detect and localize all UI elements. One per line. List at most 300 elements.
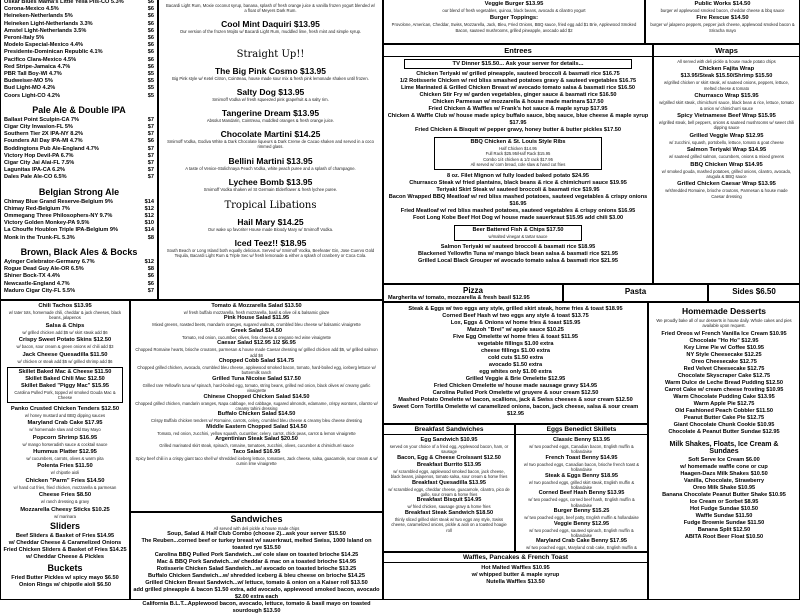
straight-up-title: Straight Up!! [236, 48, 305, 60]
menu-item-name: Cool Mint Daquiri $13.95 [221, 19, 320, 30]
menu-row [1, 146, 157, 153]
brown-list [1, 259, 157, 295]
menu-item-name: Breakfast Steak Sandwich $18.50 [404, 509, 494, 516]
menu-line: Fried Butter Pickles w/ spicy mayo $6.50 [11, 575, 119, 582]
fish-chips: Beer Battered Fish & Chips $17.50 [472, 226, 564, 233]
pale-ale-list [1, 117, 157, 182]
menu-row [1, 206, 157, 213]
menu-item-name: Taco Salad $16.95 [232, 448, 281, 455]
appetizer-list [1, 303, 129, 364]
sliders-title: Sliders [49, 521, 80, 532]
menu-item-name: Hummus Platter $12.95 [33, 449, 97, 456]
menu-line: w/ Cheddar Cheese & Pickles [25, 554, 105, 561]
menu-item-desc: w/ ranch dressing & gravy [40, 499, 90, 505]
menu-row [1, 160, 157, 167]
menu-row [1, 71, 157, 78]
menu-item-name: Salsa & Chips [45, 322, 85, 329]
menu-line: Buffalo Chicken Sandwich...w/ shredded iceberg & bleu cheese on brioche $14.25 [148, 573, 365, 580]
item-name: Bud Light-MO 4.2% [4, 85, 56, 92]
menu-item-desc: Absolut Mandarin, Cointreau, muddled oranges & fresh orange juice. [206, 118, 335, 124]
menu-line: Mac & BBQ Pork Sandwich...w/ cheddar & mac on a toasted brioche $14.95 [156, 559, 357, 566]
menu-line: Fried Chicken Sliders & Basket of Fries $14.25 [3, 547, 127, 554]
menu-item-name: Cheese Fries $8.50 [38, 492, 92, 499]
ribs-title: BBQ Chicken & St. Louis Style Ribs [470, 139, 566, 145]
item-name: Amstel Light-Netherlands 3.5% [4, 27, 87, 34]
menu-item-name: Chocolate Martini $14.25 [220, 129, 321, 140]
item-name: Maduro Cigar City-FL 5.5% [4, 287, 76, 294]
belgian-title: Belgian Strong Ale [38, 186, 120, 197]
menu-item-desc: Big Pink style w/ Ketel Citron, Cointreau, house made sour mix & fresh pink lemonade shaken until frozen. [172, 75, 369, 81]
menu-row [1, 266, 157, 273]
menu-row [1, 213, 157, 220]
menu-line: Chicken Teriyaki w/ grilled pineapple, sauteed broccoli & basmati rice $16.75 [416, 71, 620, 77]
appetizer-list-2 [1, 406, 129, 519]
menu-line: Skillet Baked Chili Mac $12.50 [25, 376, 105, 383]
menu-line: 8 oz. Filet Mignon w/ fully loaded baked potato $24.95 [446, 172, 590, 179]
item-name: Pacifico Clara-Mexico 4.5% [4, 56, 77, 63]
menu-line: Churrasco Steak w/ fried plantains, black beans & rice & chimichurri sauce $19.95 [409, 179, 627, 186]
menu-row [1, 174, 157, 181]
menu-line: Carolina BBQ Pulled Pork Sandwich...w/ cole slaw on toasted brioche $14.25 [154, 552, 359, 559]
menu-line: Foot Long Kobe Beef Hot Dog w/ house made sauerkraut $15.95 add chili $3.00 [412, 214, 624, 221]
item-name: Chimay Red-Belgium 7% [4, 205, 70, 212]
cocktail-intro: Bacardi Light Rum, Moxie coconut syrup, banana, splash of fresh orange juice & vanilla frozen yogurt blended w/ a float of Meyers Dark Rum. [165, 3, 376, 14]
menu-line: Full Rack $25.95/Half Rack $15.95 [485, 151, 551, 157]
item-price: $12 [144, 205, 154, 212]
mac-box [7, 367, 123, 403]
menu-line: egg whites only $1.00 extra [479, 369, 552, 375]
item-price: $5 [147, 92, 154, 99]
item-name: Rogue Dead Guy Ale-OR 6.5% [4, 266, 84, 273]
menu-item-desc: w/ tater tots, homemade chili, cheddar & jack cheeses, black beans, jalapenos [8, 310, 122, 321]
wraps-title: Wraps [654, 45, 799, 57]
beer-panel [0, 0, 158, 300]
item-price: $6 [147, 42, 154, 49]
menu-line: Corned Beef Hash w/ two eggs any style & toast $13.75 [442, 313, 589, 319]
menu-row [1, 117, 157, 124]
menu-item-name: Middle Eastern Chopped Salad $14.50 [206, 423, 307, 430]
item-price: $6 [147, 49, 154, 56]
eggs-benedict-panel [515, 424, 648, 552]
menu-item-desc: Smirnoff Vodka shaken w/ St Germain Elderflower & fresh lychee puree. [203, 186, 338, 192]
item-name: Modelo Especial-Mexico 4.4% [4, 42, 83, 49]
menu-item-name: Breakfast Quesadilla $13.95 [411, 479, 486, 486]
menu-row [1, 35, 157, 42]
menu-line: Salmon Teriyaki w/ sauteed broccoli & basmati rice $18.95 [440, 244, 596, 251]
menu-row [1, 13, 157, 20]
menu-line: Chocolate Skyscraper Cake $12.75 [677, 372, 771, 379]
menu-item-name: Bacon, Egg & Cheese Croissant $12.50 [397, 454, 501, 461]
menu-item-name: Public Works $14.50 [694, 1, 751, 7]
menu-line: Sweet Corn Tortilla Omelette w/ caramelized onions, bacon, jack cheese, salsa & sour cream $12.95 [392, 404, 639, 417]
sandwiches-intro: All served with deli pickle & house made chips [213, 526, 300, 531]
breakfast-sandwiches-title: Breakfast Sandwiches [384, 425, 514, 435]
entrees-title: Entrees [384, 45, 652, 57]
menu-item-name: Crispy Sweet Potato Skins $12.50 [18, 337, 112, 344]
menu-line: Red Velvet Cheesecake $12.75 [683, 365, 765, 372]
eggs-benedict-title: Eggs Benedict Skillets [516, 425, 647, 435]
menu-item-desc: Chopped Romaine hearts, brioche croutons, parmesan & house made Caesar dressing w/ grilled chicken add $5, w/ grilled salmon add $6 [135, 347, 378, 358]
menu-line: Teriyaki Skirt Steak w/ sauteed broccoli & basmati rice $19.95 [436, 186, 600, 193]
menu-line: Banana Split $12.50 [697, 526, 751, 533]
menu-row [1, 167, 157, 174]
item-name: Southern Tier 2X IPA-NY 8.2% [4, 131, 83, 138]
menu-item-name: Greek Salad $14.50 [230, 327, 282, 334]
menu-item-name: Caesar Salad $12.95 1/2 $6.95 [217, 340, 296, 347]
menu-line: Chocolate "Ho Ho" $12.95 [689, 337, 759, 344]
item-name: Heineken Light-Netherlands 3.3% [4, 20, 93, 27]
fish-chips-box [454, 225, 582, 241]
menu-line: Rotisserie Chicken Salad Sandwich...w/ avocado on toasted brioche $13.25 [156, 566, 357, 573]
item-price: $7 [147, 145, 154, 152]
menu-line: Grilled Veggie & Brie Omelette $12.95 [465, 376, 566, 382]
desserts-intro: We proudly bake all of our desserts in house daily. Whole cakes and pies available upon request. [656, 318, 792, 329]
menu-line: cold cuts $1.50 extra [487, 355, 544, 361]
burger-toppings: Provolone, American, Cheddar, Swiss, Mozzarella, Jack, Bleu, Fried Onions, BBQ sauce, fried egg add $1 Brie, Applewood Smoked Bacon, sauteed mushrooms, grilled pineapple, avocado add $2 [391, 22, 637, 33]
menu-item-desc: w/grilled skirt steak, chimichurri sauce, black bean & rice, lettuce, tomato & onion w/ chimichurri sauce [659, 100, 794, 111]
menu-item-desc: w/ smoked gouda, mashed potatoes, grilled onions, cilantro, avocado, arugula & BBQ sauce [661, 168, 792, 180]
item-price: $8 [147, 234, 154, 241]
menu-line: 1/2 Rotisserie Chicken w/ red bliss smashed potatoes gravy & sauteed vegetables $16.75 [399, 78, 637, 84]
menu-row [1, 138, 157, 145]
menu-line: Hot Fudge Sundae $10.50 [689, 505, 759, 512]
menu-line: Blackened Yellowfin Tuna w/ mango black bean salsa & basmati rice $21.95 [417, 251, 618, 258]
breakfast-list [384, 306, 647, 418]
menu-item-name: Jack Cheese Quesadilla $11.50 [22, 351, 108, 358]
menu-line: Vanilla, Chocolate, Strawberry [683, 477, 765, 484]
menu-item-name: Argentinian Steak Salad $20.50 [215, 436, 298, 443]
menu-item-desc: burger w/ jalapeno peppers, pepper jack cheese, applewood smoked bacon & Sriracha mayo [650, 22, 795, 33]
menu-row [1, 42, 157, 49]
menu-item-desc: w/ two poached eggs, Maryland crab cake, English muffin & [526, 545, 637, 551]
menu-line: Hot Malted Waffles $10.95 [481, 565, 550, 571]
cocktail-items [159, 19, 382, 34]
wraps-intro: All served with deli pickle & house made potato chips [677, 59, 776, 64]
menu-line: Banana Chocolate Peanut Butter Shake $10.95 [662, 491, 786, 498]
menu-item-desc: w/ two poached eggs, Canadian bacon, brioche french toast & hollandaise [523, 461, 640, 473]
menu-line: Warm Apple Pie $12.75 [693, 400, 755, 407]
tv-dinner: TV Dinner $15.50... Ask your server for details... [404, 59, 632, 69]
menu-line: Grilled Chicken Breast Sandwich...w/ lettuce, tomato & onion on a Kaiser roll $13.50 [145, 580, 368, 587]
salads-panel [130, 300, 383, 512]
menu-item-desc: w/ sauteed grilled salmon, cucumbers, onions & mixed greens [669, 154, 784, 160]
wraps-list [654, 66, 799, 199]
menu-row [1, 281, 157, 288]
sandwiches-panel [130, 512, 383, 615]
item-name: Chimay Blue Grand Reserve-Belgium 9% [4, 198, 113, 205]
desserts-panel [648, 302, 800, 600]
menu-item-name: Maryland Crab Cake $17.95 [27, 420, 103, 427]
menu-line: add grilled pineapple & bacon $1.50 extra, add avocado, applewood smoked bacon, avocado $2.00 extra each [133, 587, 380, 601]
menu-item-desc: Spicy beef chili in a crispy giant taco shell w/ shredded iceberg lettuce, tomatoes, Jack cheese, salsa, guacamole, sour cream & w/ cumin lime vinaigrette [135, 455, 378, 467]
menu-line: Old Fashioned Peach Cobbler $11.50 [675, 407, 773, 414]
breakfast-sandwich-list [384, 437, 514, 533]
menu-line: Nutella Waffles $13.50 [486, 579, 545, 585]
menu-item-desc: Tomato, red onion, zucchini, yellow squash, cucumber, celery, carrot, chick peas, carrot & lemon vinaigrette [157, 430, 356, 436]
menu-item-desc: Grilled marinated skirt steak, spinach, romaine, tomatoes, zucchini, olives, cucumber & chimichurri sauce [159, 443, 354, 449]
menu-item-desc: served on your choice of a fried egg, Applewood bacon, ham, or sausage [389, 444, 509, 455]
salads-list [131, 303, 382, 467]
menu-row [1, 57, 157, 64]
menu-line: Lox, Eggs & Onions w/ home fries & toast $15.95 [450, 320, 581, 326]
item-name: Shiner Bock-TX 4.4% [4, 273, 60, 280]
veggie-burger-desc: our blend of fresh vegetables, quinoa, black beans, avocado & cilantro yogurt [442, 8, 586, 13]
ribs-box [434, 137, 602, 170]
item-price: $7 [147, 116, 154, 123]
menu-item-desc: Tomato, red onion, cucumber, olives, feta cheese & oregano red wine vinaigrette [182, 334, 331, 340]
tropical-items [159, 217, 382, 259]
menu-item-desc: Grilled rare Yellowfin tuna w/ spinach, hard-boiled egg, tomato, string beans, grilled red onion, black olives w/ creamy garlic vinaigrette [142, 382, 371, 394]
menu-item-name: Breakfast Bisquit $14.95 [416, 497, 482, 504]
item-name: Ayinger Celebrator-Germany 6.7% [4, 258, 95, 265]
entrees-panel [383, 44, 653, 284]
menu-item-name: Chicken Fajita Wrap [698, 66, 755, 73]
waffles-panel [383, 552, 648, 600]
item-price: $5 [147, 85, 154, 92]
menu-item-name: Chili Tachos $13.95 [38, 303, 92, 309]
menu-line: Fried Chicken Omelette w/ house made sausage gravy $14.95 [433, 383, 598, 389]
menu-item-name: Steak & Eggs Benny $18.95 [544, 472, 619, 479]
item-price: $6 [147, 56, 154, 63]
item-price: $6 [147, 280, 154, 287]
item-price: $12 [144, 258, 154, 265]
item-price: $6 [147, 13, 154, 20]
beer-list [1, 0, 157, 100]
menu-line: w/ whipped butter & maple syrup [471, 572, 560, 578]
menu-item-desc: burger w/ applewood smoked bacon, cheddar cheese & bbq sauce [660, 8, 785, 13]
item-name: Red Stripe-Jamaica 4.7% [4, 63, 71, 70]
item-name: Cigar City Invasion-FL 5% [4, 124, 73, 131]
menu-line: Waffle Sundae $11.50 [695, 512, 753, 519]
menu-item-desc: Smirnoff Vodka, Godiva White & Dark Chocolate liqueurs & Dark Creme de Cacao shaken and served in a coco rimmed glass. [167, 139, 374, 150]
item-name: Corona-Mexico 4.5% [4, 6, 59, 13]
menu-line: Fried Meatloaf w/ red bliss mashed potatoes, sauteed vegetables & crispy onions $16.95 [400, 207, 636, 214]
item-name: PBR Tall Boy-WI 4.7% [4, 71, 62, 78]
eggs-benedict-list [516, 437, 647, 569]
pale-ale-title: Pale Ale & Double IPA [32, 104, 126, 115]
menu-item-name: Classic Benny $13.95 [553, 437, 610, 443]
desserts-list [649, 331, 799, 436]
wraps-panel [653, 44, 800, 284]
item-price: $6 [147, 63, 154, 70]
menu-line: cheese fillings $1.00 extra [480, 348, 551, 354]
item-price: $8 [147, 266, 154, 273]
menu-item-desc: thinly sliced grilled skirt steak w/ two eggs any style, Swiss cheese, caramelized onions, pickle & aioli on a toasted hoagie roll [391, 516, 507, 533]
item-price: $7 [147, 287, 154, 294]
menu-item-desc: w/ two poached eggs, beef patty, English muffin & hollandaise [524, 515, 639, 521]
item-name: Victory Golden Monkey-PA 9.5% [4, 220, 90, 227]
menu-row [1, 64, 157, 71]
ribs-list [436, 146, 600, 168]
menu-item-name: Veggie Benny $12.95 [553, 520, 610, 527]
menu-item-desc: A taste of Venice-Stolichnaya Peach Vodka, white peach puree and a splash of champagne. [185, 165, 356, 171]
item-price: $14 [144, 227, 154, 234]
waffles-list [384, 565, 647, 586]
menu-item-desc: w/ chipotle aioli [50, 470, 80, 476]
menu-item-desc: w/ two poached eggs, sauteed spinach, English muffin & hollandaise [529, 527, 634, 539]
menu-line: w/ Cheddar Cheese & Caramelized Onions [8, 540, 122, 547]
menu-item-name: Lychee Bomb $13.95 [228, 176, 313, 187]
item-price: $6 [147, 35, 154, 42]
menu-item-desc: w/ zucchini, squash, portobello, lettuce, tomato & goat cheese [669, 139, 784, 145]
menu-row [1, 6, 157, 13]
pizza-title: Pizza [462, 286, 483, 295]
menu-row [1, 49, 157, 56]
menu-item-name: Buffalo Chicken Salad $14.50 [217, 411, 296, 418]
menu-item-desc: w/grilled steak, bell peppers, onions & sauteed mushrooms w/ sweet chili dipping sauce [658, 120, 795, 131]
menu-line: Giant Chocolate Chunk Cookie $10.95 [673, 421, 775, 428]
menu-row [1, 273, 157, 280]
item-price: $5 [147, 71, 154, 78]
sides-panel [708, 284, 800, 302]
menu-line: Onion Rings w/ chipotle aioli $6.50 [18, 582, 111, 589]
menu-item-desc: w/ mango horseradish sauce & cocktail sauce [22, 441, 108, 447]
menu-item-name: Hail Mary $14.25 [237, 217, 304, 228]
entree-list [384, 71, 652, 134]
item-price: $7 [147, 131, 154, 138]
menu-line: Combo 1/4 chicken & 1/2 rack $17.95 [483, 156, 553, 162]
menu-item-name: Tomato & Mozzarella Salad $13.50 [211, 303, 302, 309]
menu-item-name: Panko Crusted Chicken Tenders $12.50 [10, 405, 120, 412]
menu-line: vegetable fillings $1.00 extra [477, 341, 554, 347]
item-name: Heineken-Netherlands 5% [4, 13, 73, 20]
menu-line: avocado $1.50 extra [488, 362, 543, 368]
menu-line: Fudge Brownie Sundae $11.50 [683, 519, 765, 526]
menu-item-desc: Crispy Buffalo chicken tenders w/ Romaine, carrots, celery, crumbled bleu cheese & creamy bleu cheese dressing [151, 418, 362, 424]
pizza-margherita: Margherita w/ tomato, mozzarella & fresh basil $12.95 [388, 295, 530, 301]
menu-item-desc: w/ marinara [54, 513, 76, 519]
item-price: $6 [147, 138, 154, 145]
menu-item-desc: w/ bacon, sour cream & green onions w/ chili add $3 [16, 344, 114, 350]
menu-line: Fried Chicken & Waffles w/ Frank's hot sauce & maple syrup $17.95 [428, 106, 608, 112]
menu-row [1, 153, 157, 160]
sandwiches-title: Sandwiches [230, 514, 283, 524]
pizza-panel [383, 284, 563, 302]
menu-row [1, 131, 157, 138]
menu-line: Warm Chocolate Pudding Cake $13.95 [673, 393, 775, 400]
menu-item-name: Bellini Martini $13.95 [228, 155, 313, 166]
buckets-list [1, 575, 129, 589]
menu-item-name: Chicken "Parm" Fries $14.50 [25, 477, 105, 484]
buckets-title: Buckets [47, 563, 83, 574]
item-price: $7 [147, 174, 154, 181]
sides-title: Sides $6.50 [732, 287, 776, 296]
burger-panel [383, 0, 645, 44]
brown-title: Brown, Black Ales & Bocks [20, 246, 138, 257]
menu-item-name: The Big Pink Cosmo $13.95 [214, 65, 326, 76]
menu-item-desc: w/ fried chicken, sausage gravy & home fries [407, 504, 491, 510]
menu-item-desc: w/shredded Romaine, brioche croutons, Parmesan & house made Caesar dressing [665, 188, 788, 199]
menu-line: Mashed Potato Omelette w/ bacon, scallions, jack & Swiss cheeses & sour cream $12.50 [398, 397, 633, 403]
item-name: Coors Light-CO 4.2% [4, 92, 60, 99]
menu-item-desc: w/ grilled chicken add $5 w/ skirt steak add $6 [22, 329, 108, 335]
item-price: $7 [147, 152, 154, 159]
menu-item-name: French Toast Benny $14.95 [545, 454, 618, 461]
menu-item-name: Iced Teez!! $18.95 [234, 238, 307, 249]
menu-line: Steak & Eggs w/ two eggs any style, grilled skirt steak, home fries & toast $18.95 [408, 306, 623, 312]
menu-item-name: Burger Benny $15.25 [553, 508, 610, 515]
item-name: Cigar City Jai Alai-FL 7.5% [4, 160, 75, 167]
item-price: $14 [144, 198, 154, 205]
menu-line: Fried Oreos w/ French Vanilla Ice Cream $10.95 [661, 330, 787, 337]
item-name: Victory Hop Devil-PA 6.7% [4, 152, 74, 159]
menu-line: Key Lime Pie w/ Coffee $10.95 [684, 344, 764, 351]
item-price: $12 [144, 213, 154, 220]
menu-item-name: Churrasco Wrap $15.95 [694, 93, 759, 100]
menu-line: Carolina Pulled Pork Omelette w/ gruyere & sour cream $12.50 [432, 390, 599, 396]
menu-row [1, 78, 157, 85]
menu-row [1, 199, 157, 206]
cocktail-panel [158, 0, 383, 300]
menu-item-desc: w/ chicken or steak add $5 w/ grilled shrimp add $6 [17, 358, 113, 364]
menu-item-desc: Smirnoff Vodka w/ fresh squeezed pink grapefruit & a salty rim. [212, 96, 329, 102]
item-price: $6 [147, 273, 154, 280]
menu-item-desc: w/ honey mustard and BBQ dipping sauces [24, 412, 106, 418]
item-name: Presidente-Dominican Republic 4.1% [4, 49, 103, 56]
menu-item-name: Popcorn Shrimp $16.95 [32, 434, 98, 441]
menu-line: Skillet Baked "Piggy Mac" $15.95 [20, 383, 109, 390]
menu-row [1, 124, 157, 131]
appetizers-panel [0, 300, 130, 600]
menu-item-name: Grilled Chicken Caesar Wrap $13.95 [677, 181, 776, 188]
burger-toppings-title: Burger Toppings: [489, 15, 539, 22]
item-name: Ommegang Three Philosophers-NY 9.7% [4, 213, 113, 220]
item-price: $6 [147, 0, 154, 5]
menu-line: All served w/ corn bread, cole slaw & hand cut fries [470, 162, 566, 168]
menu-item-name: Grilled Tuna Nicoise Salad $17.50 [212, 375, 301, 382]
menu-line: Beef Sliders & Basket of Fries $14.95 [15, 533, 115, 540]
menu-item-desc: w/ scrambled eggs, cheddar cheese, guacamole, cilantro, pico de gallo, sour cream & home fries [388, 486, 510, 498]
menu-item-desc: w/ scrambled eggs, applewood smoked bacon, jack cheese, black beans, jalapenos, tomato salsa, sour cream & home fries [390, 468, 508, 480]
menu-line: Oreo Milk Shake $10.95 [692, 484, 756, 491]
item-price: $5 [147, 78, 154, 85]
menu-row [1, 259, 157, 266]
menu-line: Carrot Cake w/ cream cheese frosting $10.95 [664, 386, 784, 393]
menu-row [1, 85, 157, 92]
item-name: Peroni-Italy 5% [4, 35, 45, 42]
shakes-title: Milk Shakes, Floats, Ice Cream & Sundaes [669, 440, 779, 455]
straight-up-items [159, 66, 382, 192]
menu-line: Fried Chicken & Bisquit w/ pepper gravy, honey butter & butter pickles $17.50 [415, 127, 621, 133]
menu-line: Bacon Wrapped BBQ Meatloaf w/ red bliss mashed potatoes, sauteed vegetables & crispy onions $16.95 [388, 193, 648, 207]
menu-row [1, 235, 157, 242]
item-name: Boddingtons Pub Ale-England 4.7% [4, 145, 99, 152]
menu-line: California B.L.T...Applewood bacon, avocado, lettuce, tomato & basil mayo on toasted sourdough $13.50 [142, 601, 371, 615]
menu-item-name: Mozzarella Cheesy Sticks $10.25 [20, 506, 110, 513]
item-name: Budweiser-MO 5% [4, 78, 53, 85]
menu-line: Grilled Local Black Grouper w/ avocado tomato salsa & basmati rice $21.95 [418, 258, 618, 265]
item-price: $6 [147, 20, 154, 27]
menu-line: Lime Marinated & Grilled Chicken Breast w/ avocado tomato salsa & basmati rice $16.50 [400, 85, 636, 91]
sliders-list [1, 533, 129, 561]
menu-item-name: Spicy Vietnamese Beef Wrap $15.95 [677, 113, 776, 120]
desserts-title: Homemade Desserts [681, 306, 767, 316]
pasta-title: Pasta [624, 287, 647, 296]
tropical-title: Tropical Libations [224, 200, 317, 212]
menu-line: Five Egg Omelette w/ home fries & toast $11.95 [453, 334, 578, 340]
item-price: $6 [147, 6, 154, 13]
menu-item-name: Fire Rescue $14.50 [696, 15, 749, 22]
belgian-list [1, 199, 157, 242]
menu-row [1, 227, 157, 234]
item-price: $6 [147, 27, 154, 34]
menu-line: Ice Cream or Sorbet $8.95 [689, 498, 759, 505]
menu-line: Chicken & Waffle Club w/ house made spicy buffalo sauce, bbq sauce, blue cheese & maple syrup $17.95 [387, 113, 649, 126]
specialty-burger-list [646, 1, 799, 33]
item-name: Founders All Day IPA-MI 4.7% [4, 138, 83, 145]
menu-line: Chicken Parmesan w/ mozzarella & house made marinara $17.50 [432, 99, 604, 105]
menu-item-name: Pink House Salad $11.95 [223, 315, 290, 322]
